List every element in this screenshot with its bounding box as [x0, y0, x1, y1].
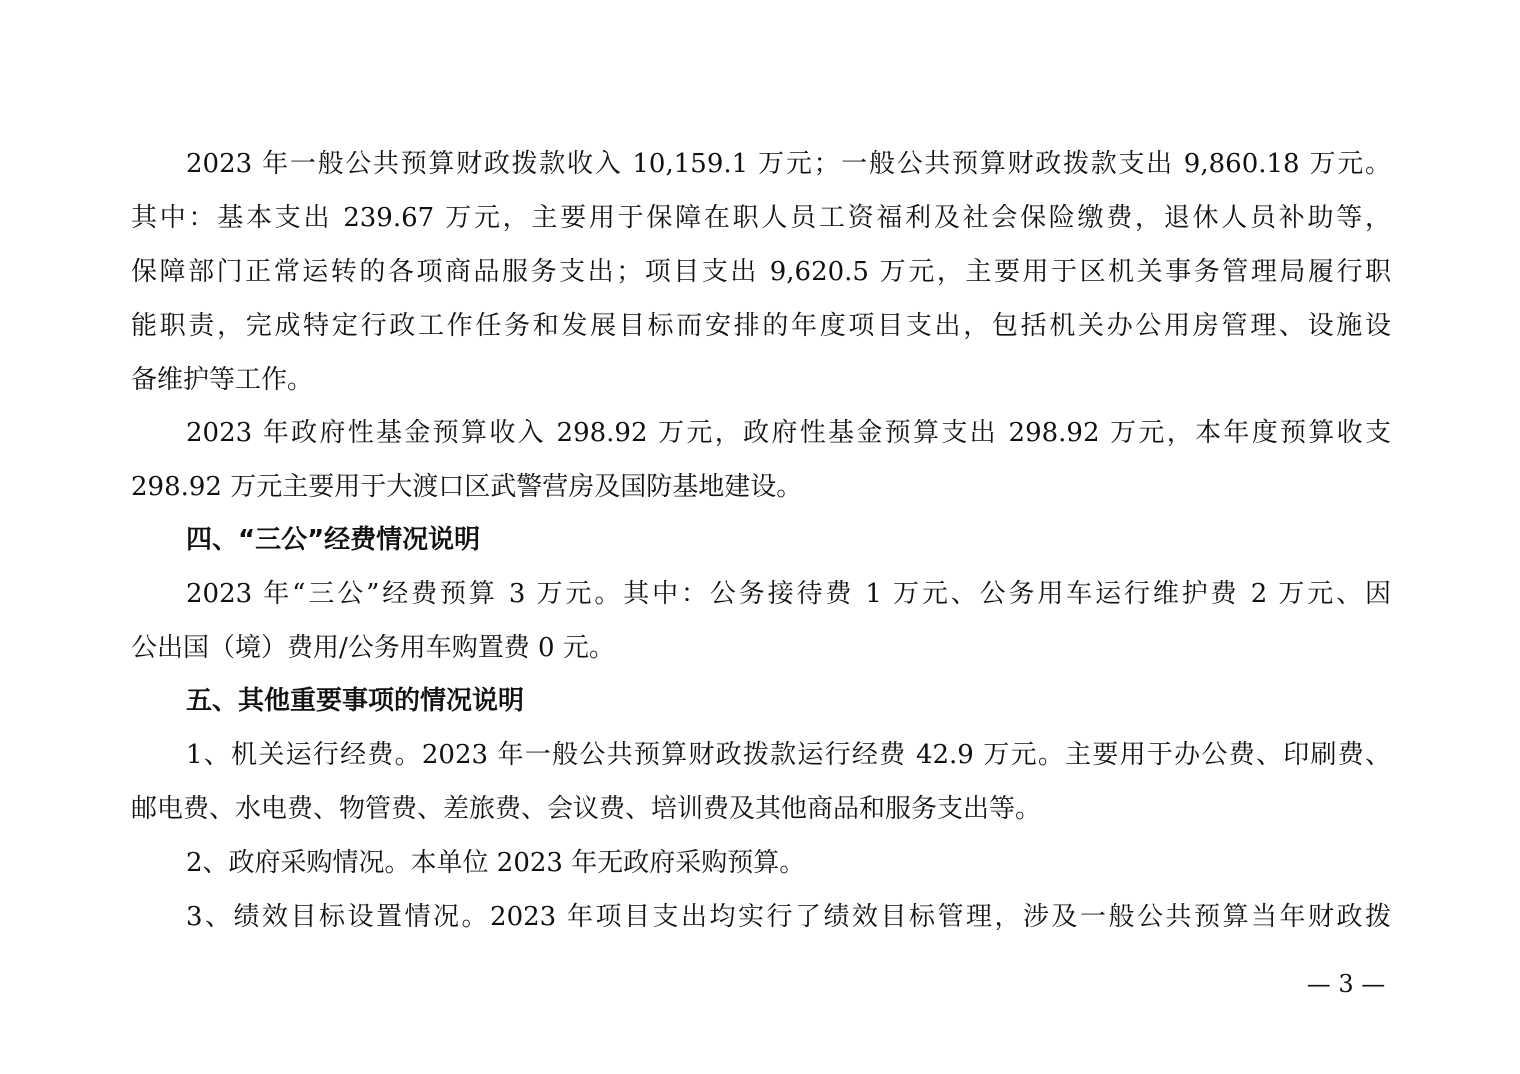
paragraph-line: 2023 年政府性基金预算收入 298.92 万元，政府性基金预算支出 298.92 万元，本年度预算收支: [186, 418, 1391, 448]
paragraph-line: 能职责，完成特定行政工作任务和发展目标而安排的年度项目支出，包括机关办公用房管理、设施设: [131, 311, 1391, 341]
paragraph-line: 邮电费、水电费、物管费、差旅费、会议费、培训费及其他商品和服务支出等。: [131, 794, 1042, 824]
paragraph-line: 保障部门正常运转的各项商品服务支出；项目支出 9,620.5 万元，主要用于区机关事务管理局履行职: [131, 257, 1391, 287]
section-heading-five: 五、其他重要事项的情况说明: [186, 686, 525, 716]
paragraph-line: 备维护等工作。: [131, 365, 314, 395]
section-heading-four: 四、“三公”经费情况说明: [186, 525, 481, 555]
paragraph-line: 2023 年“三公”经费预算 3 万元。其中：公务接待费 1 万元、公务用车运行维护费 2 万元、因: [186, 579, 1391, 609]
paragraph-line: 298.92 万元主要用于大渡口区武警营房及国防基地建设。: [131, 472, 803, 502]
paragraph-line: 3、绩效目标设置情况。2023 年项目支出均实行了绩效目标管理，涉及一般公共预算当年财政拨: [186, 902, 1391, 932]
page-number: — 3 —: [1306, 970, 1386, 998]
paragraph-line: 其中：基本支出 239.67 万元，主要用于保障在职人员工资福利及社会保险缴费，退休人员补助等，: [131, 203, 1391, 233]
paragraph-line: 2023 年一般公共预算财政拨款收入 10,159.1 万元；一般公共预算财政拨款支出 9,860.18 万元。: [186, 149, 1391, 179]
paragraph-line: 公出国（境）费用/公务用车购置费 0 元。: [131, 633, 615, 663]
paragraph-line: 1、机关运行经费。2023 年一般公共预算财政拨款运行经费 42.9 万元。主要用于办公费、印刷费、: [186, 740, 1391, 770]
paragraph-line: 2、政府采购情况。本单位 2023 年无政府采购预算。: [186, 848, 806, 878]
